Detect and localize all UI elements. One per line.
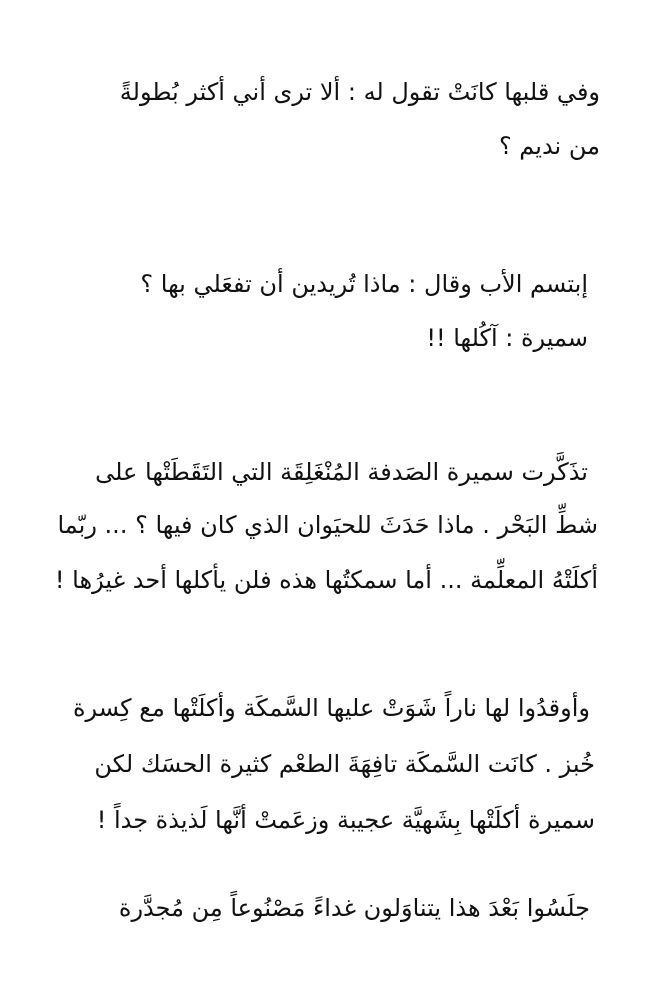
text-line: خُبز . كانَت السَّمكَة تافِهَةَ الطعْم كثيرة الحسَك لكن bbox=[94, 750, 595, 778]
text-line: تذَكَّرت سميرة الصَدفة المُنْغَلِقَة التي التَقَطَتْها على bbox=[95, 458, 588, 486]
text-line: إبتسم الأب وقال : ماذا تُريدين أن تفعَلي بها ؟ bbox=[140, 270, 588, 298]
text-line: جلَسُوا بَعْدَ هذا يتناوَلون غداءً مَصْنُوعاً مِن مُجدَّرة bbox=[118, 894, 590, 922]
text-line: وفي قلبها كانَتْ تقول له : ألا ترى أني أكثر بُطولةً bbox=[119, 78, 600, 106]
text-line: سميرة أكلَتْها بِشَهيَّة عجيبة وزعَمتْ أنَّها لَذيذة جداً ! bbox=[96, 806, 595, 834]
text-line: وأوقدُوا لها ناراً شَوَتْ عليها السَّمكَة وأكلَتْها مع كِسرة bbox=[72, 694, 590, 722]
text-line: شطِّ البَحْر . ماذا حَدَثَ للحيَوان الذي كان فيها ؟ ... ربّما bbox=[57, 511, 598, 539]
text-line: أكلَتْهُ المعلِّمة ... أما سمكتُها هذه فلن يأكلها أحد غيرُها ! bbox=[54, 566, 598, 594]
text-line: من نديم ؟ bbox=[498, 132, 600, 160]
text-line: سميرة : آكُلها !! bbox=[426, 324, 588, 352]
